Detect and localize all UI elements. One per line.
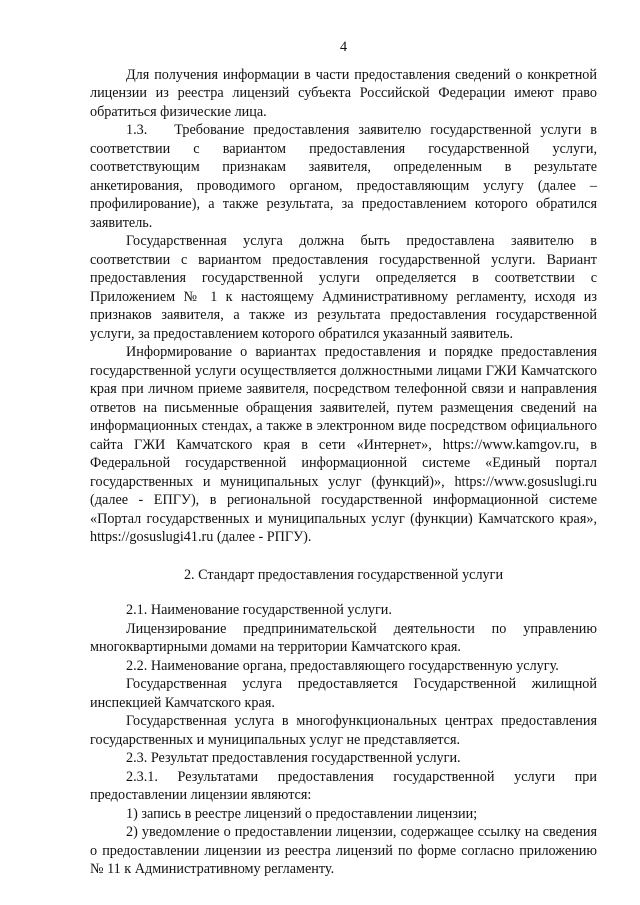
paragraph: 2.2. Наименование органа, предоставляющего государственную услугу. — [126, 657, 559, 674]
paragraph: 2.1. Наименование государственной услуги. — [126, 602, 392, 618]
paragraph: Государственная услуга предоставляется Государственной жилищной инспекцией Камчатского края. — [90, 676, 597, 711]
paragraph: 1) запись в реестре лицензий о предоставлении лицензии; — [126, 805, 478, 822]
paragraph: 1.3. Требование предоставления заявителю государственной услуги в соответствии с вариантом предоставления государственной услуги, соответствующим признакам заявителя, определенным в результате анкетирования, проводимого органом, предоставляющим услугу (далее – профилирование), а также результата, за предоставлением которого обратился заявитель. — [90, 122, 597, 231]
section-heading: 2. Стандарт предоставления государственной услуги — [183, 566, 504, 583]
document-page — [90, 38, 597, 879]
paragraph: Государственная услуга должна быть предоставлена заявителю в соответствии с вариантом предоставления государственной услуги. Вариант предоставления государственной услуги определяется в соответствии с Приложением № 1 к настоящему Административному регламенту, исходя из признаков заявителя, а также из результата предоставления государственной услуги, за предоставлением которого обратился указанный заявитель. — [90, 233, 597, 342]
paragraph: Государственная услуга в многофункциональных центрах предоставления государственных и муниципальных услуг не представляется. — [90, 713, 597, 748]
paragraph: 2.3. Результат предоставления государственной услуги. — [126, 750, 461, 766]
paragraph: Для получения информации в части предоставления сведений о конкретной лицензии из реестра лицензий субъекта Российской Федерации имеют право обратиться физические лица. — [90, 66, 597, 120]
paragraph: 2) уведомление о предоставлении лицензии, содержащее ссылку на сведения о предоставлении лицензии из реестра лицензий по форме согласно приложению № 11 к Административному регламенту. — [90, 824, 597, 877]
paragraph: Информирование о вариантах предоставления и порядке предоставления государственной услуги осуществляется должностными лицами ГЖИ Камчатского края при личном приеме заявителя, посредством телефонной связи и направления ответов на письменные обращения заявителей, путем размещения сведений на информационных стендах, а также в электронном виде посредством официального сайта ГЖИ Камчатского края в сети «Интернет», https://www.kamgov.ru, в Федеральной государственной информационной системе «Единый портал государственных и муниципальных услуг (функций)», https://www.gosuslugi.ru (далее - ЕПГУ), в региональной государственной информационной системе «Портал государственных и муниципальных услуг (функции) Камчатского края», https://gosuslugi41.ru (далее - РПГУ). — [90, 344, 597, 545]
paragraph: Лицензирование предпринимательской деятельности по управлению многоквартирными домами на территории Камчатского края. — [90, 620, 597, 655]
paragraph: 2.3.1. Результатами предоставления государственной услуги при предоставлении лицензии являются: — [90, 768, 597, 803]
page-number: 4 — [339, 39, 348, 55]
